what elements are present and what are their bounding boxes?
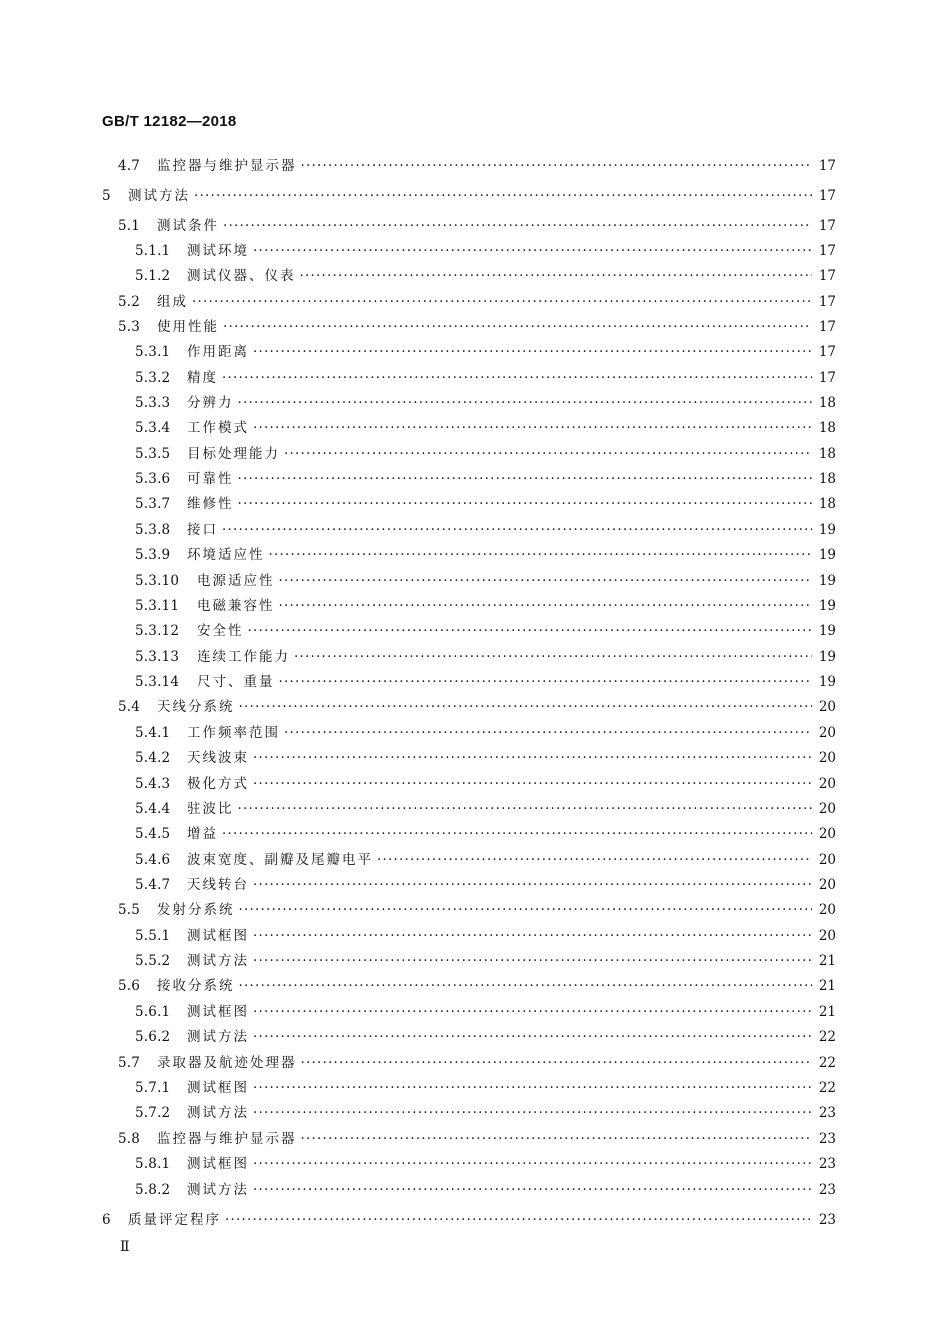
toc-entry-page: 21: [818, 953, 836, 969]
toc-entry[interactable]: [135, 470, 836, 488]
toc-entry[interactable]: [118, 1130, 836, 1148]
toc-entry-page: 18: [818, 496, 836, 512]
dot-leader: [239, 698, 813, 716]
toc-entry-title: 测试条件: [157, 218, 219, 234]
toc-entry-title: 天线转台: [187, 877, 249, 893]
toc-entry-page: 23: [818, 1212, 836, 1228]
toc-entry-title: 接收分系统: [157, 978, 235, 994]
toc-entry-title: 环境适应性: [187, 547, 265, 563]
toc-entry-title: 尺寸、重量: [197, 674, 275, 690]
dot-leader: [238, 800, 813, 818]
dot-leader: [301, 1054, 813, 1072]
toc-entry-number: 5.2: [118, 294, 141, 310]
toc-entry-page: 17: [818, 370, 836, 386]
toc-entry-page: 17: [818, 268, 836, 284]
toc-entry[interactable]: [135, 749, 836, 767]
toc-entry-number: 5.1.2: [135, 268, 171, 284]
toc-entry-page: 23: [818, 1156, 836, 1172]
toc-entry[interactable]: [135, 622, 836, 640]
toc-entry[interactable]: [135, 825, 836, 843]
dot-leader: [222, 825, 812, 843]
dot-leader: [279, 673, 813, 691]
toc-entry-title: 维修性: [187, 496, 234, 512]
toc-entry[interactable]: [118, 1054, 836, 1072]
dot-leader: [253, 927, 812, 945]
dot-leader: [269, 546, 813, 564]
toc-entry-page: 22: [818, 1080, 836, 1096]
toc-entry-title: 极化方式: [187, 776, 249, 792]
toc-entry-page: 20: [818, 699, 836, 715]
toc-entry-number: 5.1.1: [135, 243, 171, 259]
toc-entry-title: 测试方法: [187, 1029, 249, 1045]
toc-entry-number: 5.3.4: [135, 420, 171, 436]
toc-entry-number: 5.4.5: [135, 826, 171, 842]
toc-entry-number: 5.5.1: [135, 928, 171, 944]
toc-entry-number: 5.4.4: [135, 801, 171, 817]
toc-entry-number: 5.3.9: [135, 547, 171, 563]
dot-leader: [253, 1079, 812, 1097]
toc-entry-title: 测试仪器、仪表: [187, 268, 296, 284]
toc-entry-number: 5.3.7: [135, 496, 171, 512]
toc-entry[interactable]: [135, 267, 836, 285]
toc-entry-title: 目标处理能力: [187, 446, 280, 462]
toc-entry-page: 18: [818, 446, 836, 462]
toc-entry[interactable]: [118, 901, 836, 919]
toc-entry-page: 20: [818, 801, 836, 817]
dot-leader: [248, 622, 813, 640]
toc-entry-page: 20: [818, 928, 836, 944]
toc-entry[interactable]: [135, 1181, 836, 1199]
toc-entry-number: 5.3.2: [135, 370, 171, 386]
toc-entry-number: 6: [102, 1212, 111, 1228]
toc-entry-title: 测试方法: [187, 1105, 249, 1121]
dot-leader: [239, 901, 813, 919]
toc-entry-number: 5.4.2: [135, 750, 171, 766]
toc-entry[interactable]: [118, 318, 836, 336]
toc-entry-number: 5.8: [118, 1131, 141, 1147]
toc-entry-number: 5.3.13: [135, 649, 180, 665]
toc-entry-title: 工作模式: [187, 420, 249, 436]
toc-entry-page: 23: [818, 1182, 836, 1198]
toc-entry-title: 测试框图: [187, 928, 249, 944]
toc-entry[interactable]: [135, 673, 836, 691]
toc-entry[interactable]: [135, 927, 836, 945]
toc-entry[interactable]: [135, 851, 836, 869]
toc-entry[interactable]: [135, 800, 836, 818]
toc-entry-number: 5.3.5: [135, 446, 171, 462]
dot-leader: [192, 293, 812, 311]
toc-entry-number: 5.4.6: [135, 852, 171, 868]
toc-entry-title: 测试环境: [187, 243, 249, 259]
toc-entry-page: 20: [818, 877, 836, 893]
toc-entry-title: 增益: [187, 826, 218, 842]
dot-leader: [253, 242, 812, 260]
dot-leader: [301, 157, 813, 175]
toc-entry-number: 5.3.8: [135, 522, 171, 538]
toc-entry-title: 工作频率范围: [187, 725, 280, 741]
toc-entry-page: 20: [818, 750, 836, 766]
dot-leader: [301, 1130, 813, 1148]
dot-leader: [284, 445, 812, 463]
toc-entry-page: 18: [818, 395, 836, 411]
toc-entry[interactable]: [135, 495, 836, 513]
toc-entry[interactable]: [118, 293, 836, 311]
toc-entry-title: 分辨力: [187, 395, 234, 411]
toc-entry-page: 17: [818, 218, 836, 234]
toc-entry-page: 17: [818, 243, 836, 259]
toc-entry-number: 5.5.2: [135, 953, 171, 969]
toc-entry-number: 5.3.3: [135, 395, 171, 411]
toc-entry-page: 19: [818, 573, 836, 589]
toc-entry-page: 17: [818, 294, 836, 310]
toc-entry-page: 17: [818, 158, 836, 174]
toc-entry-page: 22: [818, 1055, 836, 1071]
toc-entry-title: 测试框图: [187, 1004, 249, 1020]
dot-leader: [279, 572, 813, 590]
dot-leader: [284, 724, 812, 742]
toc-entry-page: 19: [818, 598, 836, 614]
toc-entry-number: 4.7: [118, 158, 141, 174]
dot-leader: [223, 318, 812, 336]
toc-entry[interactable]: [135, 419, 836, 437]
toc-entry-title: 精度: [187, 370, 218, 386]
dot-leader: [238, 495, 813, 513]
dot-leader: [253, 1003, 812, 1021]
dot-leader: [223, 217, 812, 235]
toc-entry[interactable]: [135, 1028, 836, 1046]
toc-entry-title: 作用距离: [187, 344, 249, 360]
toc-entry-title: 测试方法: [128, 188, 190, 204]
toc-entry-page: 17: [818, 188, 836, 204]
toc-entry-title: 电源适应性: [197, 573, 275, 589]
toc-entry-title: 天线分系统: [157, 699, 235, 715]
toc-entry-page: 22: [818, 1029, 836, 1045]
toc-entry-number: 5.4.7: [135, 877, 171, 893]
toc-entry[interactable]: [135, 597, 836, 615]
toc-entry-page: 20: [818, 852, 836, 868]
dot-leader: [239, 977, 813, 995]
toc-entry-number: 5.4.1: [135, 725, 171, 741]
toc-entry-title: 可靠性: [187, 471, 234, 487]
toc-entry-number: 5.6.2: [135, 1029, 171, 1045]
toc-entry-page: 20: [818, 776, 836, 792]
dot-leader: [222, 521, 812, 539]
toc-entry[interactable]: [135, 648, 836, 666]
toc-entry-title: 驻波比: [187, 801, 234, 817]
toc-entry[interactable]: [102, 1211, 836, 1229]
toc-entry[interactable]: [135, 724, 836, 742]
toc-entry-title: 电磁兼容性: [197, 598, 275, 614]
dot-leader: [279, 597, 813, 615]
toc-entry-number: 5.5: [118, 902, 141, 918]
toc-entry[interactable]: [135, 952, 836, 970]
toc-entry-number: 5.7: [118, 1055, 141, 1071]
toc-entry-title: 使用性能: [157, 319, 219, 335]
toc-entry[interactable]: [135, 521, 836, 539]
toc-entry-page: 19: [818, 623, 836, 639]
toc-entry[interactable]: [135, 1155, 836, 1173]
toc-entry-page: 19: [818, 674, 836, 690]
toc-entry-page: 17: [818, 344, 836, 360]
dot-leader: [238, 394, 813, 412]
toc-entry[interactable]: [135, 876, 836, 894]
toc-entry[interactable]: [118, 157, 836, 175]
dot-leader: [253, 876, 812, 894]
toc-entry-page: 19: [818, 522, 836, 538]
toc-entry-number: 5.3.6: [135, 471, 171, 487]
dot-leader: [194, 187, 812, 205]
toc-entry-title: 波束宽度、副瓣及尾瓣电平: [187, 852, 373, 868]
dot-leader: [253, 1155, 812, 1173]
toc-entry-page: 20: [818, 902, 836, 918]
toc-entry-page: 20: [818, 725, 836, 741]
toc-entry[interactable]: [135, 1079, 836, 1097]
dot-leader: [253, 419, 812, 437]
toc-entry-number: 5: [102, 188, 111, 204]
toc-entry-number: 5.4.3: [135, 776, 171, 792]
toc-entry-number: 5.8.1: [135, 1156, 171, 1172]
toc-entry-title: 测试方法: [187, 1182, 249, 1198]
dot-leader: [294, 648, 812, 666]
toc-entry-number: 5.3: [118, 319, 141, 335]
toc-entry-number: 5.7.2: [135, 1105, 171, 1121]
page-number: Ⅱ: [120, 1239, 130, 1255]
toc-entry-page: 23: [818, 1131, 836, 1147]
toc-entry-number: 5.4: [118, 699, 141, 715]
toc-entry[interactable]: [118, 977, 836, 995]
dot-leader: [253, 1104, 812, 1122]
toc-entry-page: 18: [818, 471, 836, 487]
dot-leader: [253, 775, 812, 793]
toc-entry-page: 23: [818, 1105, 836, 1121]
toc-entry-number: 5.3.12: [135, 623, 180, 639]
toc-entry-number: 5.6: [118, 978, 141, 994]
toc-entry[interactable]: [135, 775, 836, 793]
toc-entry-page: 17: [818, 319, 836, 335]
dot-leader: [253, 1028, 812, 1046]
toc-entry-title: 录取器及航迹处理器: [157, 1055, 297, 1071]
dot-leader: [300, 267, 813, 285]
toc-entry-title: 发射分系统: [157, 902, 235, 918]
dot-leader: [377, 851, 812, 869]
toc-entry-page: 20: [818, 826, 836, 842]
dot-leader: [222, 369, 812, 387]
toc-entry[interactable]: [118, 217, 836, 235]
toc-entry[interactable]: [135, 546, 836, 564]
toc-entry[interactable]: [135, 394, 836, 412]
dot-leader: [253, 952, 812, 970]
toc-entry[interactable]: [135, 445, 836, 463]
toc-entry[interactable]: [135, 242, 836, 260]
toc-entry-number: 5.7.1: [135, 1080, 171, 1096]
toc-entry-page: 19: [818, 649, 836, 665]
toc-entry-title: 测试方法: [187, 953, 249, 969]
dot-leader: [253, 343, 812, 361]
toc-entry-title: 安全性: [197, 623, 244, 639]
dot-leader: [225, 1211, 812, 1229]
toc-entry-title: 组成: [157, 294, 188, 310]
toc-entry-number: 5.8.2: [135, 1182, 171, 1198]
toc-entry[interactable]: [135, 1003, 836, 1021]
toc-entry-page: 19: [818, 547, 836, 563]
toc-entry-page: 18: [818, 420, 836, 436]
toc-entry[interactable]: [118, 698, 836, 716]
toc-entry[interactable]: [102, 187, 836, 205]
toc-entry-title: 测试框图: [187, 1080, 249, 1096]
toc-entry-title: 天线波束: [187, 750, 249, 766]
toc-entry-title: 监控器与维护显示器: [157, 158, 297, 174]
toc-entry-page: 21: [818, 1004, 836, 1020]
dot-leader: [238, 470, 813, 488]
toc-entry-title: 连续工作能力: [197, 649, 290, 665]
toc-entry-number: 5.3.10: [135, 573, 180, 589]
toc-entry[interactable]: [135, 572, 836, 590]
toc-entry[interactable]: [135, 1104, 836, 1122]
toc-entry-number: 5.3.14: [135, 674, 180, 690]
standard-code: GB/T 12182—2018: [102, 113, 237, 130]
toc-entry[interactable]: [135, 343, 836, 361]
toc-entry-number: 5.6.1: [135, 1004, 171, 1020]
toc-entry-title: 质量评定程序: [128, 1212, 221, 1228]
toc-entry-title: 接口: [187, 522, 218, 538]
toc-entry-number: 5.3.11: [135, 598, 180, 614]
toc-entry-page: 21: [818, 978, 836, 994]
toc-entry-title: 监控器与维护显示器: [157, 1131, 297, 1147]
dot-leader: [253, 749, 812, 767]
dot-leader: [253, 1181, 812, 1199]
toc-entry-title: 测试框图: [187, 1156, 249, 1172]
toc-entry-number: 5.3.1: [135, 344, 171, 360]
toc-entry-number: 5.1: [118, 218, 141, 234]
toc-entry[interactable]: [135, 369, 836, 387]
